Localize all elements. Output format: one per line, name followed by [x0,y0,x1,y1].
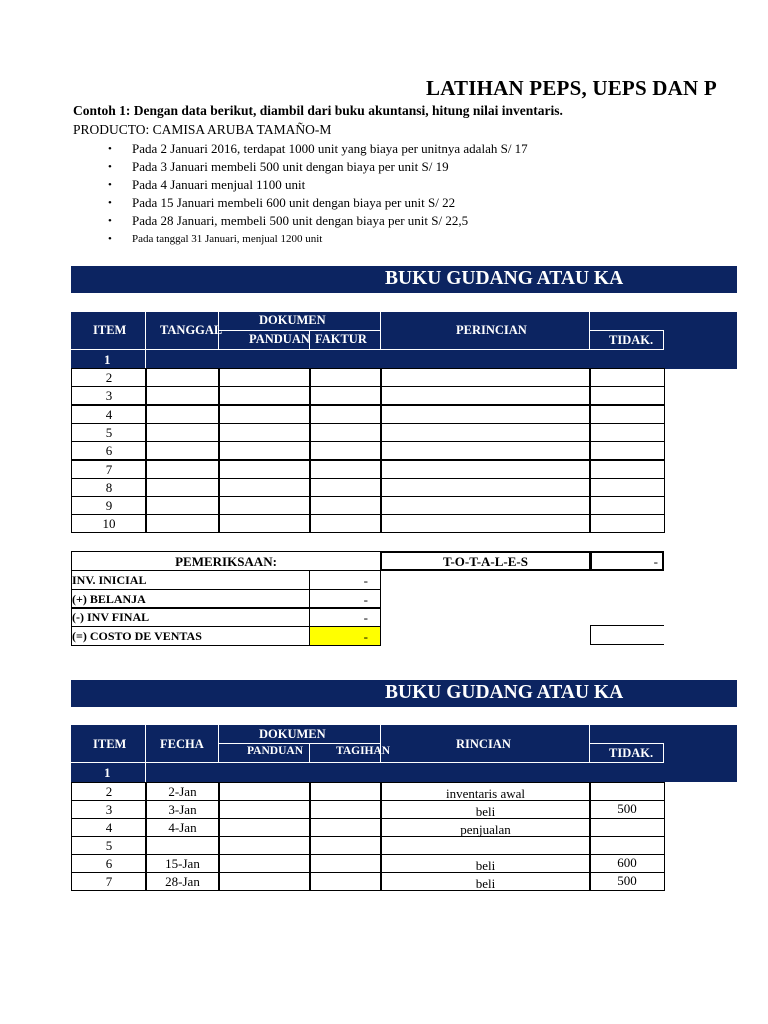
ledger1-cell [309,460,382,479]
check-row-label: (+) BELANJA [71,589,310,609]
check-row-value: - [309,607,381,627]
check-row-value: - [309,589,381,609]
ledger1-cell [145,386,220,405]
ledger1-cell [145,496,220,515]
ledger1-row-item: 8 [71,478,147,497]
col-guide: PANDUAN [247,745,304,757]
ledger2-row-qty [589,818,665,837]
ledger1-cell [589,423,665,442]
ledger2-banner-title: BUKU GUDANG ATAU KA [385,682,624,703]
col-item: ITEM [93,737,127,751]
ledger2-row-qty: 500 [589,872,665,891]
ledger2-row-qty: 500 [589,800,665,819]
example-heading: Contoh 1: Dengan data berikut, diambil dari buku akuntansi, hitung nilai inventaris. [73,103,563,118]
ledger1-cell [589,441,665,460]
ledger1-cell [589,460,665,479]
ledger1-cell [589,514,665,533]
ledger2-row-detail: beli [380,872,591,891]
ledger1-row-item: 2 [71,368,147,387]
col-date: FECHA [160,737,204,751]
ledger1-cell [309,496,382,515]
ledger2-banner [71,680,737,707]
ledger1-cell [218,496,311,515]
ledger2-row-detail: beli [380,854,591,873]
ledger2-row-item: 3 [71,800,147,819]
ledger1-cell [145,368,220,387]
col-invoice: FAKTUR [315,332,367,346]
list-item: • Pada tanggal 31 Januari, menjual 1200 unit [108,230,528,248]
ledger1-cell [145,478,220,497]
ledger1-row-item: 3 [71,386,147,405]
col-detail: RINCIAN [456,737,511,751]
ledger1-cell [218,478,311,497]
list-item: • Pada 2 Januari 2016, terdapat 1000 unit yang biaya per unitnya adalah S/ 17 [108,141,528,156]
ledger1-cell [380,478,591,497]
ledger1-banner [71,266,737,293]
ledger2-row-item: 2 [71,782,147,801]
ledger1-cell [145,441,220,460]
col-qty: TIDAK. [609,746,654,760]
ledger1-cell [145,460,220,479]
ledger1-row-item: 6 [71,441,147,460]
ledger1-cell [218,514,311,533]
ledger1-cell [589,368,665,387]
ledger2-row-date: 3-Jan [145,800,220,819]
ledger1-cell [218,460,311,479]
ledger2-cell [218,818,311,837]
ledger1-cell [309,386,382,405]
ledger2-row-date [145,836,220,855]
ledger2-row-qty [589,836,665,855]
ledger1-cell [309,478,382,497]
check-row-label: (-) INV FINAL [71,607,310,627]
list-item: • Pada 4 Januari menjual 1100 unit [108,177,306,192]
ledger2-cell [309,800,382,819]
ledger2-row-date: 28-Jan [145,872,220,891]
transaction-list [108,140,528,248]
check-title: PEMERIKSAAN: [71,551,381,571]
ledger1-cell [309,368,382,387]
ledger1-cell [218,405,311,424]
check-row-label: (=) COSTO DE VENTAS [71,626,310,646]
ledger2-cell [309,818,382,837]
product-line: PRODUCTO: CAMISA ARUBA TAMAÑO-M [73,122,332,137]
ledger2-row-detail [380,836,591,855]
ledger2-row-detail: penjualan [380,818,591,837]
ledger2-cell [309,782,382,801]
ledger1-cell [145,405,220,424]
ledger2-row-item: 5 [71,836,147,855]
ledger1-row-item: 5 [71,423,147,442]
ledger1-cell [380,386,591,405]
col-detail: PERINCIAN [456,323,527,337]
ledger2-row-date: 4-Jan [145,818,220,837]
ledger2-cell [218,872,311,891]
col-date: TANGGAL [160,323,223,337]
col-document: DOKUMEN [259,727,326,741]
row-1-item: 1 [104,352,111,367]
ledger2-row-detail: inventaris awal [380,782,591,801]
ledger1-cell [380,405,591,424]
ledger1-cell [309,423,382,442]
document-title: LATIHAN PEPS, UEPS DAN P [426,76,717,100]
ledger1-cell [145,423,220,442]
ledger1-cell [218,441,311,460]
col-document: DOKUMEN [259,313,326,327]
ledger1-cell [380,423,591,442]
ledger1-header-ext [664,312,737,369]
ledger1-cell [380,460,591,479]
ledger2-cell [309,854,382,873]
ledger1-cell [380,368,591,387]
ledger2-row-date: 2-Jan [145,782,220,801]
bullet-icon: • [108,143,112,155]
ledger2-row-qty: 600 [589,854,665,873]
bullet-icon: • [108,233,112,245]
bullet-icon: • [108,197,112,209]
col-qty: TIDAK. [609,333,654,347]
ledger1-cell [145,514,220,533]
ledger1-cell [380,496,591,515]
ledger1-cell [589,496,665,515]
check-row-value: - [309,626,381,646]
col-guide: PANDUAN [249,332,310,346]
ledger1-cell [218,423,311,442]
ledger1-cell [309,441,382,460]
ledger1-row-item: 10 [71,514,147,533]
ledger1-cell [589,405,665,424]
bullet-icon: • [108,161,112,173]
ledger2-row-detail: beli [380,800,591,819]
check-row-label: INV. INICIAL [71,570,310,590]
ledger2-cell [218,782,311,801]
bullet-icon: • [108,179,112,191]
ledger2-cell [309,872,382,891]
ledger1-cell [218,368,311,387]
ledger2-row-item: 7 [71,872,147,891]
ledger1-cell [380,441,591,460]
ledger1-banner-title: BUKU GUDANG ATAU KA [385,268,624,289]
col-invoice: TAGIHAN [336,745,391,757]
ledger1-cell [589,386,665,405]
ledger2-cell [218,854,311,873]
ledger1-cell [218,386,311,405]
col-item: ITEM [93,323,127,337]
ledger2-row-qty [589,782,665,801]
row-1-item: 1 [104,765,111,780]
list-item: • Pada 3 Januari membeli 500 unit dengan biaya per unit S/ 19 [108,159,449,174]
ledger2-cell [309,836,382,855]
ledger1-cell [589,478,665,497]
ledger1-row-item: 4 [71,405,147,424]
check-row-value: - [309,570,381,590]
ledger2-row-item: 4 [71,818,147,837]
ledger2-cell [218,836,311,855]
list-item: • Pada 28 Januari, membeli 500 unit dengan biaya per unit S/ 22,5 [108,213,469,228]
bullet-icon: • [108,215,112,227]
totals-value: - [590,551,664,571]
totals-label: T-O-T-A-L-E-S [380,551,591,571]
ledger1-cell [309,514,382,533]
ledger2-row-item: 6 [71,854,147,873]
ledger1-header-bg [71,312,664,369]
ledger1-row-item: 7 [71,460,147,479]
list-item: • Pada 15 Januari membeli 600 unit dengan biaya per unit S/ 22 [108,195,456,210]
ledger2-row-date: 15-Jan [145,854,220,873]
ledger1-cell [309,405,382,424]
ledger2-cell [218,800,311,819]
ledger1-row-item: 9 [71,496,147,515]
ledger1-cell [380,514,591,533]
